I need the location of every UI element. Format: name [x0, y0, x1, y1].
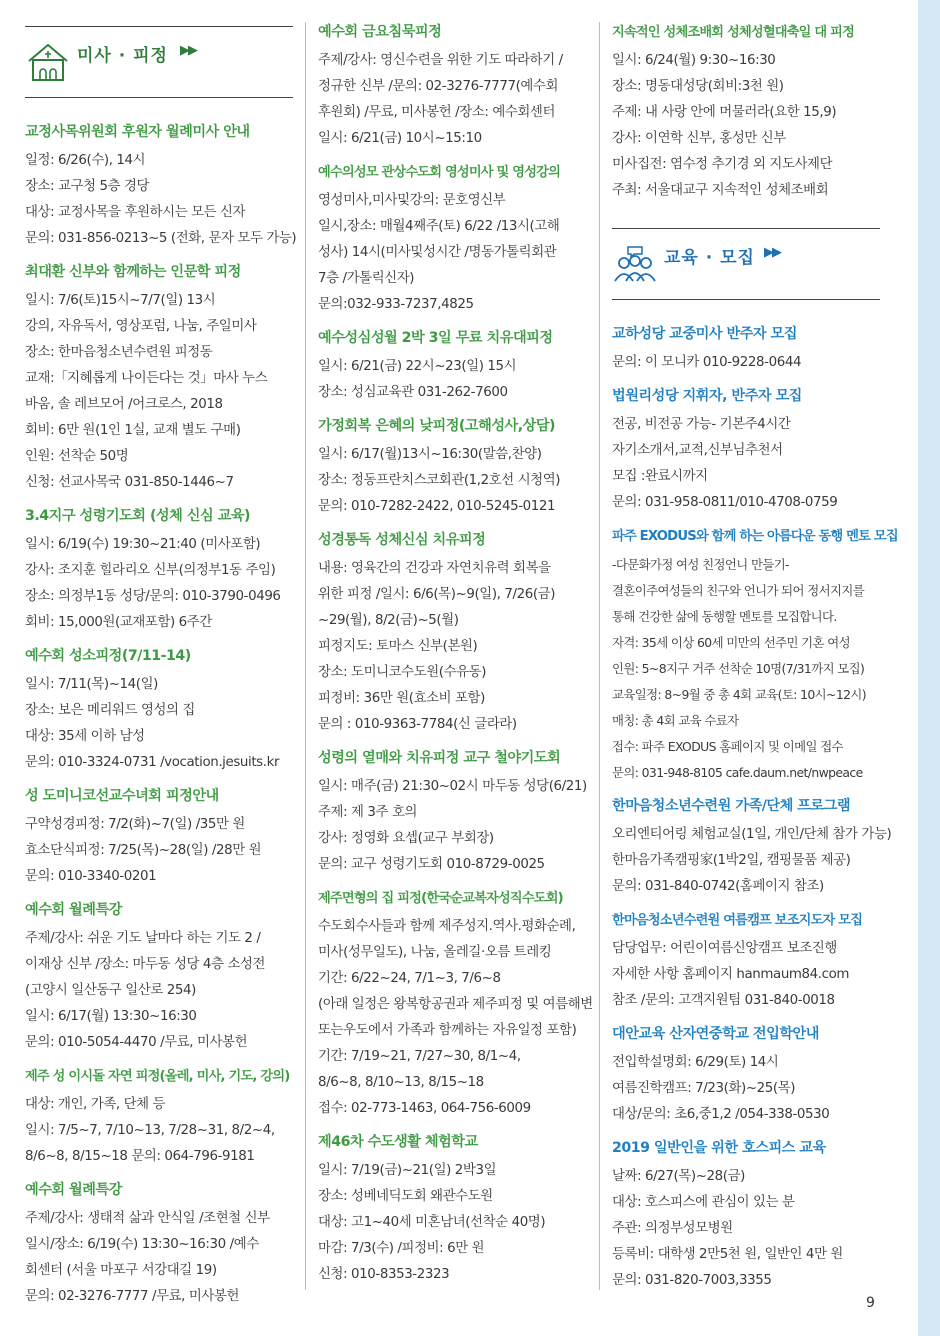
notice-entry: [318, 162, 590, 318]
notice-line: 인원: 선착순 50명: [25, 449, 129, 464]
notice-line: 대상/문의: 초6,중1,2 /054-338-0530: [612, 1107, 830, 1122]
notice-line: 통해 건강한 삶에 동행할 멘토를 모집합니다.: [612, 609, 837, 624]
notice-line: 주제: 내 사랑 안에 머물러라(요한 15,9): [612, 105, 837, 120]
notice-line: 대상: 교정사목을 후원하시는 모든 신자: [25, 205, 246, 220]
notice-line: 문의: 010-7282-2422, 010-5245-0121: [318, 499, 556, 514]
notice-line: 강사: 정영화 요셉(교구 부회장): [318, 831, 494, 846]
notice-entry: [612, 1024, 880, 1128]
notice-line: 전공, 비전공 가능- 기본주4시간: [612, 417, 791, 432]
mass-list-continued: [612, 22, 880, 204]
column-divider: [305, 22, 306, 1290]
notice-line: 접수: 파주 EXODUS 홈페이지 및 이메일 접수: [612, 739, 843, 754]
notice-line: 일시: 6/24(월) 9:30~16:30: [612, 53, 776, 68]
education-list: [612, 324, 898, 1294]
notice-line: 문의:032-933-7237,4825: [318, 297, 474, 312]
notice-entry: [318, 416, 590, 520]
notice-line: 회비: 6만 원(1인 1실, 교재 별도 구매): [25, 423, 241, 438]
notice-line: 기간: 6/22~24, 7/1~3, 7/6~8: [318, 971, 501, 986]
notice-line: 자격: 35세 이상 60세 미만의 선주민 기혼 여성: [612, 635, 850, 650]
notice-line: 문의: 이 모니카 010-9228-0644: [612, 355, 802, 370]
mass-list: [25, 122, 297, 1310]
notice-line: 주제/강사: 생태적 삶과 안식일 /조현철 신부: [25, 1211, 270, 1226]
notice-entry: [25, 786, 293, 890]
notice-line: 문의: 02-3276-7777 /무료, 미사봉헌: [25, 1289, 239, 1304]
notice-line: 대상: 고1~40세 미혼남녀(선착순 40명): [318, 1215, 546, 1230]
notice-line: 일시: 6/19(수) 19:30~21:40 (미사포함): [25, 537, 261, 552]
notice-line: 내용: 영육간의 건강과 자연치유력 회복을: [318, 561, 551, 576]
notice-line: 장소: 도미니코수도원(수유동): [318, 665, 487, 680]
notice-line: 문의: 031-820-7003,3355: [612, 1273, 772, 1288]
notice-line: 미사집전: 염수정 추기경 외 지도사제단: [612, 157, 833, 172]
notice-title: 성경통독 성체신심 치유피정: [318, 532, 486, 548]
notice-entry: [318, 328, 590, 406]
notice-line: 일시,장소: 매월4째주(토) 6/22 /13시(고해: [318, 219, 560, 234]
notice-line: 일시: 7/19(금)~21(일) 2박3일: [318, 1163, 497, 1178]
notice-title: 교정사목위원회 후원자 월례미사 안내: [25, 124, 250, 140]
notice-line: 장소: 성베네딕도회 왜관수도원: [318, 1189, 493, 1204]
mass-section-header: [25, 26, 293, 98]
notice-line: 마감: 7/3(수) /피정비: 6만 원: [318, 1241, 485, 1256]
notice-entry: [25, 506, 293, 636]
notice-line: 8/6~8, 8/15~18 문의: 064-796-9181: [25, 1149, 255, 1164]
notice-line: 자기소개서,교적,신부님추천서: [612, 443, 783, 458]
notice-title: 지속적인 성체조배회 성체성혈대축일 대 피정: [612, 25, 855, 40]
notice-line: 오리엔티어링 체험교실(1일, 개인/단체 참가 가능): [612, 827, 892, 842]
notice-line: 7층 /가톨릭신자): [318, 271, 415, 286]
notice-title: 제주면형의 집 피정(한국순교복자성직수도회): [318, 891, 563, 906]
notice-line: 피정비: 36만 원(효소비 포함): [318, 691, 485, 706]
notice-line: 자세한 사항 홈페이지 hanmaum84.com: [612, 967, 850, 982]
notice-line: 참조 /문의: 고객지원팀 031-840-0018: [612, 993, 835, 1008]
notice-title: 예수의성모 관상수도회 영성미사 및 영성강의: [318, 165, 561, 180]
notice-line: 문의: 교구 성령기도회 010-8729-0025: [318, 857, 545, 872]
notice-line: 접수: 02-773-1463, 064-756-6009: [318, 1101, 531, 1116]
notice-line: 일시: 매주(금) 21:30~02시 마두동 성당(6/21): [318, 779, 587, 794]
page-number: 9: [866, 1295, 875, 1311]
notice-line: 문의: 031-840-0742(홈페이지 참조): [612, 879, 824, 894]
notice-line: 모집 :완료시까지: [612, 469, 708, 484]
notice-line: 문의: 031-958-0811/010-4708-0759: [612, 495, 838, 510]
notice-title: 성 도미니코선교수녀회 피정안내: [25, 788, 219, 804]
notice-line: 인원: 5~8지구 거주 선착순 10명(7/31까지 모집): [612, 661, 865, 676]
notice-line: 대상: 호스피스에 관심이 있는 분: [612, 1195, 795, 1210]
notice-line: 강의, 자유독서, 영상포럼, 나눔, 주일미사: [25, 319, 257, 334]
notice-line: 일시: 7/5~7, 7/10~13, 7/28~31, 8/2~4,: [25, 1123, 275, 1138]
notice-entry: [25, 122, 297, 252]
notice-title: 예수회 월례특강: [25, 1182, 122, 1198]
notice-line: 문의 : 010-9363-7784(신 글라라): [318, 717, 517, 732]
notice-line: 장소: 한마음청소년수련원 피정동: [25, 345, 213, 360]
notice-title: 예수회 월례특강: [25, 902, 122, 918]
notice-line: 교재:「지혜롭게 나이든다는 것」마사 누스: [25, 371, 268, 386]
notice-line: 장소: 의정부1동 성당/문의: 010-3790-0496: [25, 589, 281, 604]
education-section-header: [612, 228, 880, 300]
notice-entry: [318, 22, 590, 152]
notice-line: 주제: 제 3주 호의: [318, 805, 418, 820]
side-band: [918, 0, 940, 1336]
notice-line: 회센터 (서울 마포구 서강대길 19): [25, 1263, 217, 1278]
notice-line: -다문화가정 여성 친정언니 만들기-: [612, 557, 789, 572]
notice-entry: [612, 796, 892, 900]
notice-line: 회비: 15,000원(교재포함) 6주간: [25, 615, 212, 630]
notice-line: 문의: 010-3340-0201: [25, 869, 157, 884]
notice-line: 바움, 솔 레브모어 /어크로스, 2018: [25, 397, 223, 412]
notice-title: 제46차 수도생활 체험학교: [318, 1134, 478, 1150]
notice-line: 장소: 보은 메리워드 영성의 집: [25, 703, 195, 718]
notice-title: 3.4지구 성령기도회 (성체 신심 교육): [25, 508, 251, 524]
notice-title: 예수성심성월 2박 3일 무료 치유대피정: [318, 330, 553, 346]
notice-line: 매칭: 총 4회 교육 수료자: [612, 713, 739, 728]
notice-line: 구약성경피정: 7/2(화)~7(일) /35만 원: [25, 817, 245, 832]
notice-line: 문의: 010-5054-4470 /무료, 미사봉헌: [25, 1035, 248, 1050]
notice-line: 문의: 031-856-0213~5 (전화, 문자 모두 가능): [25, 231, 297, 246]
notice-title: 교하성당 교중미사 반주자 모집: [612, 326, 797, 342]
notice-line: 영성미사,미사및강의: 문호영신부: [318, 193, 506, 208]
mass-section-title: 미사 · 피정: [77, 46, 168, 66]
notice-line: 결혼이주여성들의 친구와 언니가 되어 정서지지를: [612, 583, 865, 598]
notice-line: 주관: 의정부성모병원: [612, 1221, 733, 1236]
notice-title: 법원리성당 지휘자, 반주자 모집: [612, 388, 802, 404]
notice-line: 장소: 성심교육관 031-262-7600: [318, 385, 508, 400]
notice-line: 8/6~8, 8/10~13, 8/15~18: [318, 1075, 484, 1090]
notice-entry: [318, 748, 590, 878]
notice-line: 담당업무: 어린이여름신앙캠프 보조진행: [612, 941, 837, 956]
notice-line: 주제/강사: 영신수련을 위한 기도 따라하기 /: [318, 53, 563, 68]
notice-line: 주제/강사: 쉬운 기도 날마다 하는 기도 2 /: [25, 931, 261, 946]
notice-entry: [25, 646, 293, 776]
notice-entry: [25, 1180, 293, 1310]
notice-line: ~29(월), 8/2(금)~5(월): [318, 613, 459, 628]
notice-line: 장소: 정동프란치스코회관(1,2호선 시청역): [318, 473, 561, 488]
people-group-icon: [612, 241, 658, 287]
notice-line: (고양시 일산동구 일산로 254): [25, 983, 196, 998]
notice-line: 주최: 서울대교구 지속적인 성체조배회: [612, 183, 829, 198]
double-arrow-icon: ▶▶: [764, 245, 780, 260]
notice-line: 전입학설명회: 6/29(토) 14시: [612, 1055, 779, 1070]
education-section-title: 교육 · 모집: [664, 248, 755, 268]
notice-line: 또는우도에서 가족과 함께하는 자유일정 포함): [318, 1023, 577, 1038]
notice-line: 일시/장소: 6/19(수) 13:30~16:30 /예수: [25, 1237, 259, 1252]
column-1: [25, 0, 297, 1304]
notice-line: 대상: 개인, 가족, 단체 등: [25, 1097, 166, 1112]
notice-line: 신청: 010-8353-2323: [318, 1267, 450, 1282]
notice-title: 가정회복 은혜의 낮피정(고해성사,상담): [318, 418, 556, 434]
notice-title: 대안교육 산자연중학교 전입학안내: [612, 1026, 819, 1042]
notice-entry: [25, 900, 293, 1056]
notice-line: 일시: 7/6(토)15시~7/7(일) 13시: [25, 293, 216, 308]
notice-title: 예수회 금요침묵피정: [318, 24, 442, 40]
notice-line: 일시: 7/11(목)~14(일): [25, 677, 158, 692]
notice-title: 한마음청소년수련원 여름캠프 보조지도자 모집: [612, 913, 863, 928]
notice-entry: [612, 1138, 880, 1294]
notice-line: 강사: 이연학 신부, 홍성만 신부: [612, 131, 786, 146]
notice-entry: [25, 262, 293, 496]
notice-line: 일시: 6/17(월)13시~16:30(말씀,찬양): [318, 447, 542, 462]
column-2: [318, 0, 593, 1290]
column-divider: [599, 22, 600, 1290]
notice-entry: [318, 530, 590, 738]
notice-line: 장소: 교구청 5층 경당: [25, 179, 150, 194]
notice-title: 성령의 열매와 치유피정 교구 철야기도회: [318, 750, 561, 766]
notice-line: 수도회수사들과 함께 제주성지.역사.평화순례,: [318, 919, 576, 934]
notice-line: 날짜: 6/27(목)~28(금): [612, 1169, 745, 1184]
notice-line: 일정: 6/26(수), 14시: [25, 153, 146, 168]
notice-line: 일시: 6/21(금) 22시~23(일) 15시: [318, 359, 517, 374]
notice-line: 교육일정: 8~9월 중 총 4회 교육(토: 10시~12시): [612, 687, 866, 702]
notice-line: 정규한 신부 /문의: 02-3276-7777(예수회: [318, 79, 559, 94]
notice-line: 대상: 35세 이하 남성: [25, 729, 145, 744]
notice-line: 기간: 7/19~21, 7/27~30, 8/1~4,: [318, 1049, 521, 1064]
church-icon: [25, 39, 71, 85]
notice-line: 강사: 조지훈 힐라리오 신부(의정부1동 주임): [25, 563, 276, 578]
notice-line: 효소단식피정: 7/25(목)~28(일) /28만 원: [25, 843, 262, 858]
double-arrow-icon: ▶▶: [180, 43, 196, 58]
notice-title: 2019 일반인을 위한 호스피스 교육: [612, 1140, 826, 1156]
notice-entry: [25, 1066, 293, 1170]
notice-line: 피정지도: 토마스 신부(본원): [318, 639, 478, 654]
notice-title: 제주 성 이시돌 자연 피정(올레, 미사, 기도, 강의): [25, 1069, 290, 1084]
notice-line: 미사(성무일도), 나눔, 올레길·오름 트레킹: [318, 945, 552, 960]
notice-line: 문의: 031-948-8105 cafe.daum.net/nwpeace: [612, 765, 863, 780]
notice-line: 성사) 14시(미사및성시간 /명동가톨릭회관: [318, 245, 557, 260]
notice-title: 한마음청소년수련원 가족/단체 프로그램: [612, 798, 851, 814]
notice-entry: [318, 888, 593, 1122]
notice-title: 파주 EXODUS와 함께 하는 아름다운 동행 멘토 모집: [612, 529, 898, 544]
notice-line: 여름진학캠프: 7/23(화)~25(목): [612, 1081, 796, 1096]
notice-entry: [612, 910, 880, 1014]
notice-line: 이재상 신부 /장소: 마두동 성당 4층 소성전: [25, 957, 266, 972]
notice-entry: [612, 22, 880, 204]
notice-entry: [612, 526, 898, 786]
notice-line: 후원회) /무료, 미사봉헌 /장소: 예수회센터: [318, 105, 556, 120]
notice-line: 위한 피정 /일시: 6/6(목)~9(일), 7/26(금): [318, 587, 556, 602]
notice-title: 최대환 신부와 함께하는 인문학 피정: [25, 264, 241, 280]
notice-title: 예수회 성소피정(7/11-14): [25, 648, 191, 664]
notice-entry: [612, 324, 880, 376]
notice-line: 일시: 6/17(월) 13:30~16:30: [25, 1009, 197, 1024]
notice-entry: [318, 1132, 590, 1288]
notice-line: 한마음가족캠핑家(1박2일, 캠핑물품 제공): [612, 853, 851, 868]
notice-line: 신청: 선교사목국 031-850-1446~7: [25, 475, 234, 490]
column-3: [612, 0, 898, 1290]
notice-line: (아래 일정은 왕복항공권과 제주피정 및 여름해변: [318, 997, 593, 1012]
notice-line: 일시: 6/21(금) 10시~15:10: [318, 131, 482, 146]
notice-line: 등록비: 대학생 2만5천 원, 일반인 4만 원: [612, 1247, 843, 1262]
notice-line: 문의: 010-3324-0731 /vocation.jesuits.kr: [25, 755, 280, 770]
notice-line: 장소: 명동대성당(회비:3천 원): [612, 79, 784, 94]
notice-entry: [612, 386, 880, 516]
mass-list-continued: [318, 22, 593, 1288]
